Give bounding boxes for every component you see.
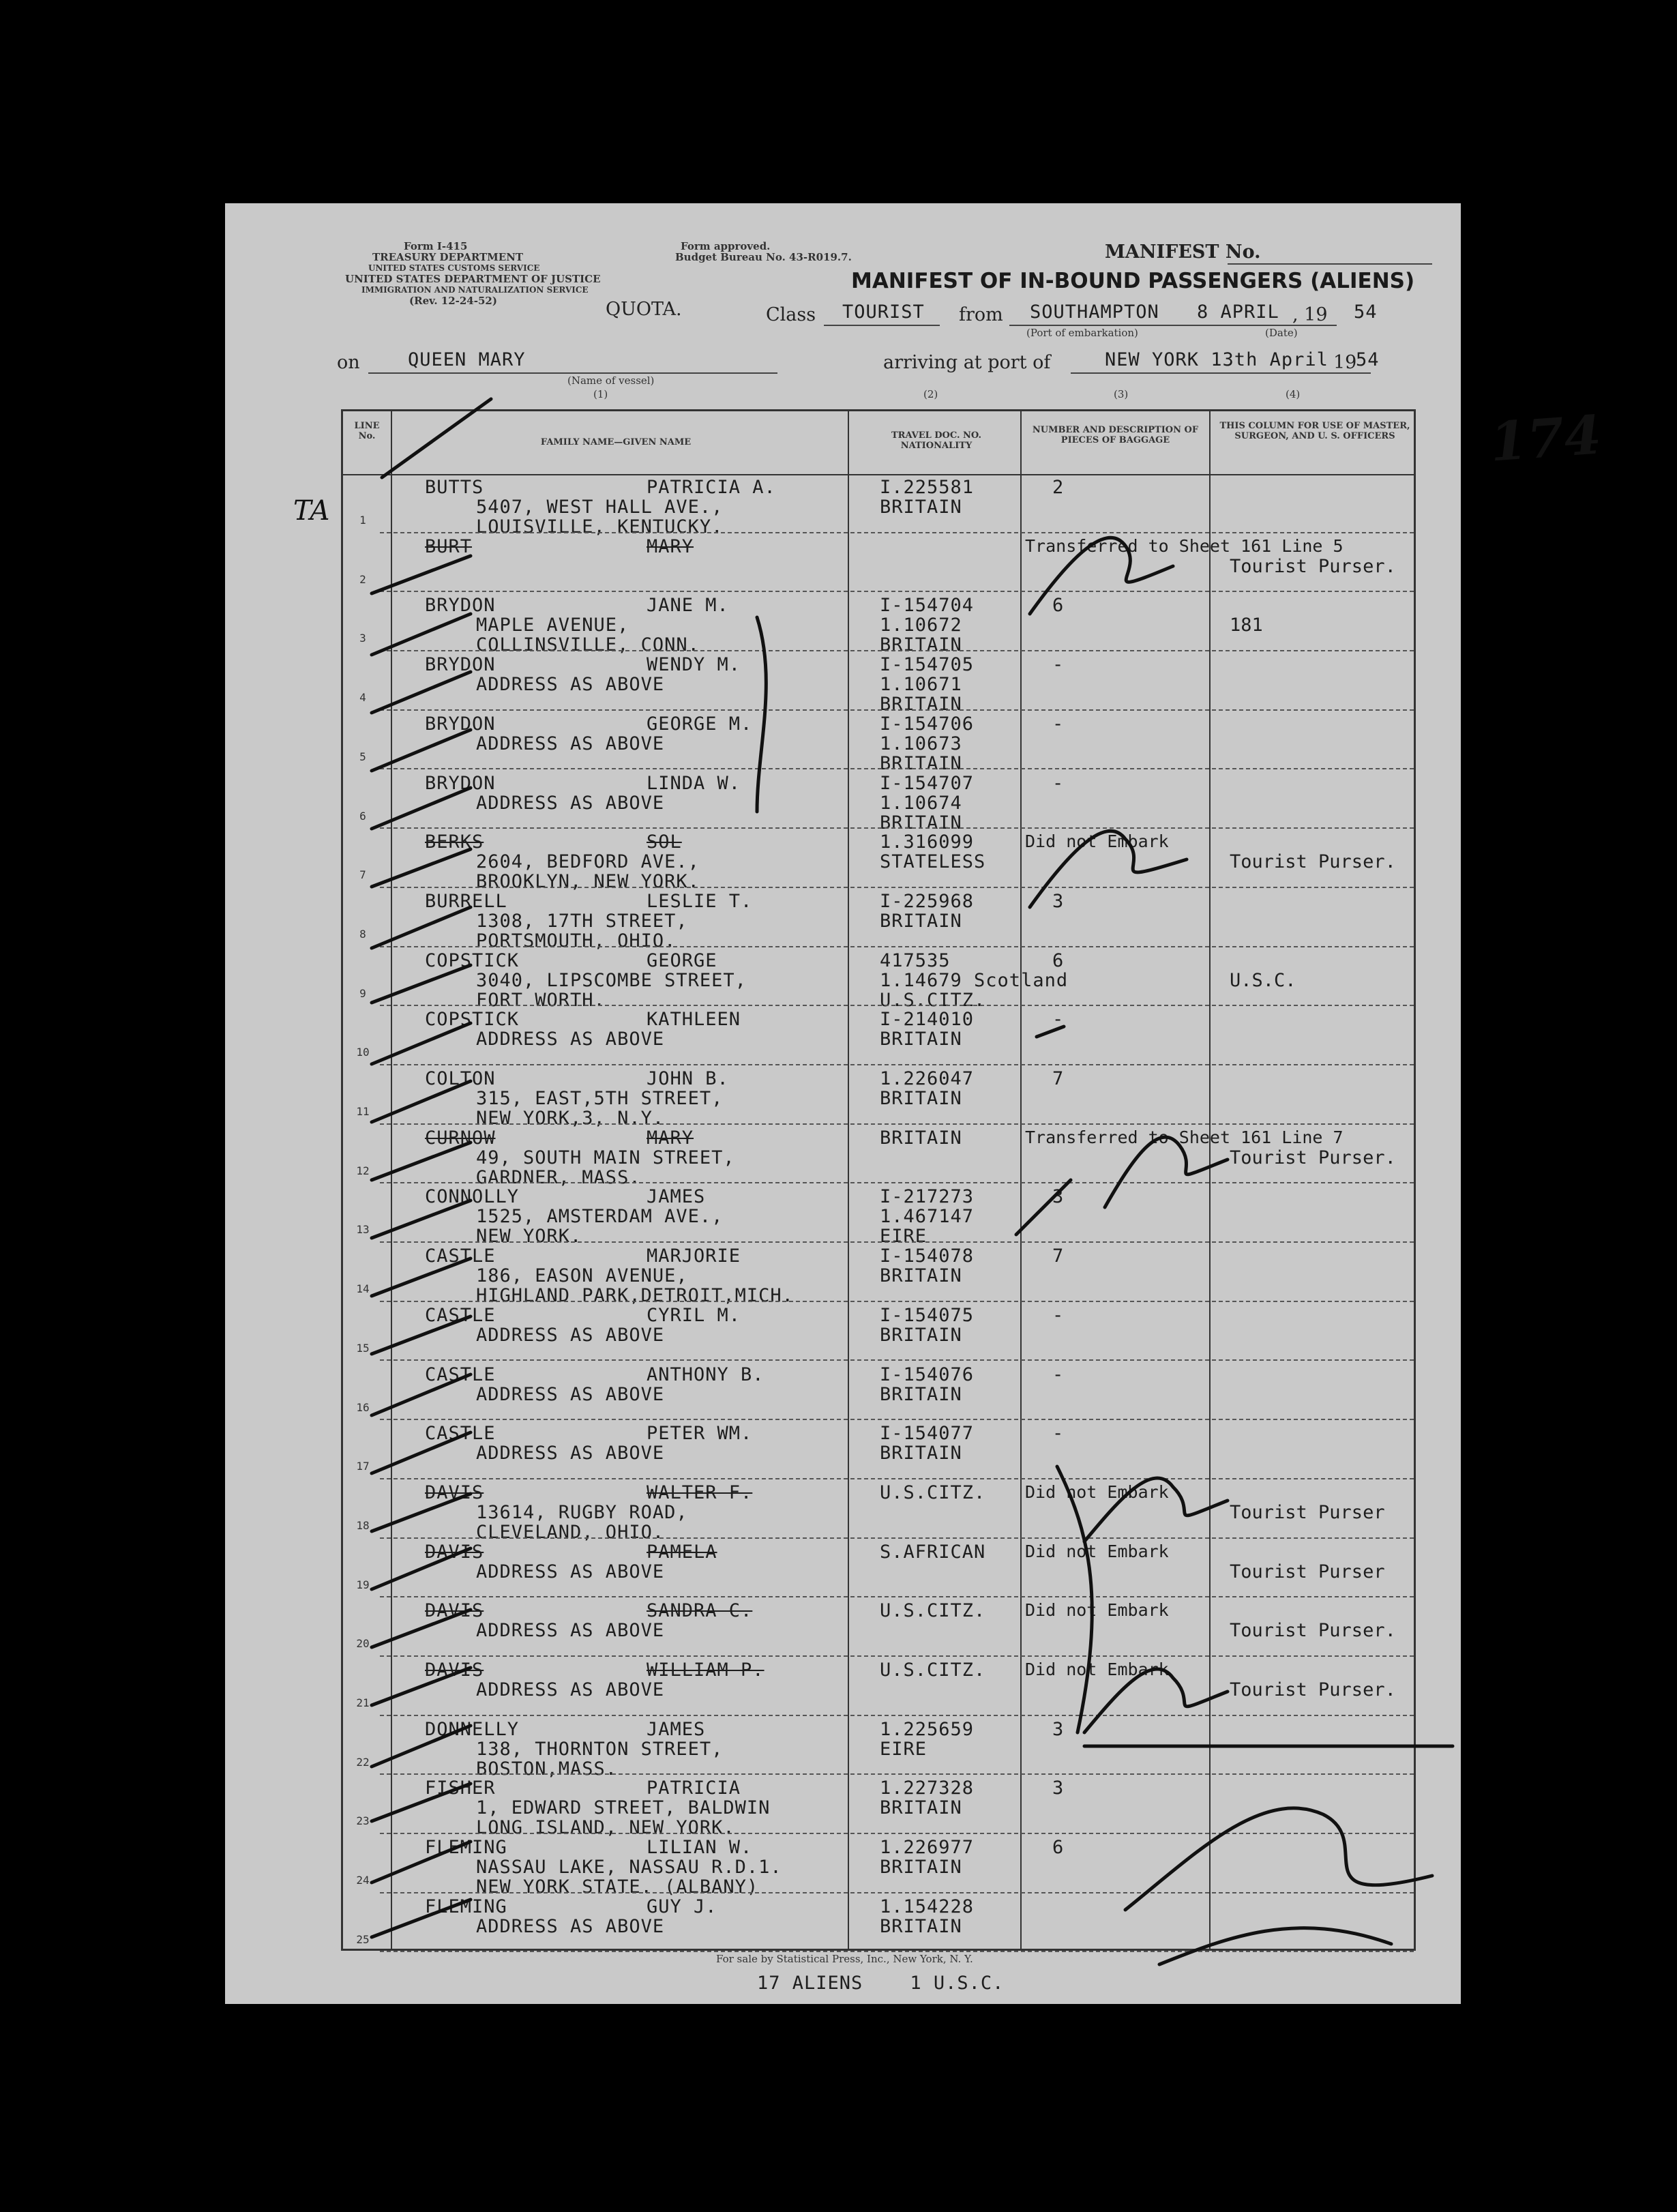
baggage-count: 2 — [1052, 477, 1064, 498]
embarkation-port: SOUTHAMPTON — [1030, 301, 1159, 323]
line-number: 5 — [359, 750, 366, 763]
passenger-surname: BURT — [425, 535, 473, 557]
baggage-count: Did not Embark — [1025, 1541, 1169, 1561]
travel-doc-number: I-154705 — [880, 654, 975, 676]
baggage-count: - — [1052, 654, 1064, 676]
travel-doc-number: 1.316099 — [880, 831, 975, 853]
baggage-count: 7 — [1052, 1068, 1064, 1089]
passenger-given-name: JAMES — [647, 1186, 706, 1208]
passenger-given-name: MARJORIE — [647, 1245, 741, 1267]
officer-remark: Tourist Purser — [1230, 1501, 1385, 1523]
officer-remark: Tourist Purser — [1230, 1561, 1385, 1582]
passenger-given-name: LESLIE T. — [647, 890, 753, 912]
passenger-surname: DAVIS — [425, 1541, 484, 1563]
officer-remark: Tourist Purser. — [1230, 1679, 1396, 1700]
travel-doc-line-2: 1.467147 — [880, 1206, 975, 1228]
col2-caption: (2) — [923, 388, 938, 400]
passenger-given-name: WENDY M. — [647, 654, 741, 676]
passenger-surname: FLEMING — [425, 1837, 507, 1859]
line-number: 6 — [359, 809, 366, 823]
address-line-2: LOUISVILLE, KENTUCKY. — [476, 516, 724, 537]
embarkation-date: 8 APRIL — [1197, 301, 1279, 323]
line-number: 19 — [356, 1578, 370, 1591]
address-line-1: 5407, WEST HALL AVE., — [476, 497, 724, 518]
baggage-count: Transferred to Sheet 161 Line 7 — [1025, 1127, 1344, 1147]
passenger-surname: BURRELL — [425, 890, 507, 912]
col-header-line: LINE No. — [354, 421, 380, 441]
line-number: 2 — [359, 572, 366, 586]
nationality: BRITAIN — [880, 694, 962, 716]
ins-service: IMMIGRATION AND NATURALIZATION SERVICE — [361, 285, 589, 295]
address-line-1: ADDRESS AS ABOVE — [476, 733, 665, 754]
baggage-count: 6 — [1052, 595, 1064, 617]
passenger-surname: DAVIS — [425, 1481, 484, 1503]
travel-doc-number: 1.154228 — [880, 1896, 975, 1917]
nationality: U.S.CITZ. — [880, 989, 986, 1011]
travel-doc-line-2: 1.14679 Scotland — [880, 969, 1069, 991]
passenger-given-name: GEORGE M. — [647, 713, 753, 735]
line-number: 13 — [356, 1223, 370, 1237]
arrival-port: NEW YORK 13th April — [1105, 349, 1329, 370]
travel-doc-number: I-154078 — [880, 1245, 975, 1267]
address-line-1: 186, EASON AVENUE, — [476, 1265, 688, 1287]
baggage-count: 3 — [1052, 1186, 1064, 1208]
class-value: TOURIST — [842, 301, 925, 323]
passenger-given-name: JAMES — [647, 1718, 706, 1740]
baggage-count: - — [1052, 1304, 1064, 1326]
line-number: 10 — [356, 1046, 370, 1059]
passenger-surname: CASTLE — [425, 1304, 496, 1326]
travel-doc-line-2: BRITAIN — [880, 1088, 962, 1109]
passenger-given-name: WALTER F. — [647, 1481, 753, 1503]
travel-doc-number: U.S.CITZ. — [880, 1660, 986, 1681]
arrival-year-prefix: 19 — [1333, 352, 1357, 373]
revision: (Rev. 12-24-52) — [409, 295, 497, 307]
line-number: 23 — [356, 1814, 370, 1828]
passenger-surname: BRYDON — [425, 654, 496, 676]
travel-doc-line-2: STATELESS — [880, 851, 986, 873]
baggage-count: 3 — [1052, 1778, 1064, 1799]
travel-doc-line-2: 1.10674 — [880, 792, 962, 814]
travel-doc-number: 1.226977 — [880, 1837, 975, 1859]
passenger-surname: COPSTICK — [425, 949, 520, 971]
passenger-given-name: PETER WM. — [647, 1423, 753, 1445]
travel-doc-line-2: BRITAIN — [880, 1857, 962, 1878]
travel-doc-number: I-154706 — [880, 713, 975, 735]
passenger-given-name: MARY — [647, 535, 694, 557]
travel-doc-number: 1.226047 — [880, 1068, 975, 1089]
nationality: EIRE — [880, 1226, 927, 1248]
travel-doc-number: BRITAIN — [880, 1127, 962, 1149]
baggage-count: 6 — [1052, 949, 1064, 971]
travel-doc-number: I-154077 — [880, 1423, 975, 1445]
travel-doc-line-2: BRITAIN — [880, 1265, 962, 1287]
baggage-count: 3 — [1052, 890, 1064, 912]
baggage-count: Did not Embark — [1025, 1481, 1169, 1502]
passenger-given-name: GEORGE — [647, 949, 717, 971]
from-label: from — [959, 304, 1003, 325]
line-number: 4 — [359, 691, 366, 705]
on-label: on — [337, 352, 360, 373]
travel-doc-line-2: 1.10673 — [880, 733, 962, 754]
address-line-1: 315, EAST,5TH STREET, — [476, 1088, 724, 1109]
arriving-label: arriving at port of — [883, 352, 1051, 373]
line-number: 17 — [356, 1460, 370, 1473]
treasury-dept: TREASURY DEPARTMENT — [372, 251, 524, 263]
vessel-caption: (Name of vessel) — [567, 374, 655, 387]
manifest-no-label: MANIFEST No. — [1105, 241, 1261, 263]
passenger-given-name: JANE M. — [647, 595, 729, 617]
officer-remark: Tourist Purser. — [1230, 851, 1396, 873]
travel-doc-line-2: BRITAIN — [880, 1324, 962, 1346]
address-line-2: COLLINSVILLE, CONN. — [476, 634, 700, 656]
travel-doc-number: I.225581 — [880, 477, 975, 498]
passenger-surname: CASTLE — [425, 1423, 496, 1445]
address-line-2: BOSTON,MASS. — [476, 1758, 618, 1780]
passenger-surname: CASTLE — [425, 1363, 496, 1385]
travel-doc-number: U.S.CITZ. — [880, 1600, 986, 1622]
col3-caption: (3) — [1114, 388, 1129, 400]
address-line-1: 1525, AMSTERDAM AVE., — [476, 1206, 724, 1228]
travel-doc-line-2: BRITAIN — [880, 1383, 962, 1405]
passenger-given-name: LILIAN W. — [647, 1837, 753, 1859]
date-caption: (Date) — [1265, 327, 1298, 339]
address-line-1: 1308, 17TH STREET, — [476, 910, 688, 932]
line-number: 21 — [356, 1696, 370, 1709]
passenger-surname: BRYDON — [425, 595, 496, 617]
passenger-surname: BRYDON — [425, 713, 496, 735]
passenger-given-name: MARY — [647, 1127, 694, 1149]
baggage-count: - — [1052, 1423, 1064, 1445]
travel-doc-number: 1.227328 — [880, 1778, 975, 1799]
passenger-given-name: PATRICIA — [647, 1778, 741, 1799]
form-number: Form I-415 — [404, 240, 468, 252]
travel-doc-line-2: EIRE — [880, 1738, 927, 1760]
baggage-count: Transferred to Sheet 161 Line 5 — [1025, 535, 1344, 556]
passenger-given-name: CYRIL M. — [647, 1304, 741, 1326]
budget-bureau: Budget Bureau No. 43-R019.7. — [675, 251, 852, 263]
manifest-title: MANIFEST OF IN-BOUND PASSENGERS (ALIENS) — [851, 269, 1415, 293]
address-line-1: ADDRESS AS ABOVE — [476, 1324, 665, 1346]
passenger-surname: COPSTICK — [425, 1009, 520, 1031]
vessel-name: QUEEN MARY — [408, 349, 526, 370]
travel-doc-line-2: BRITAIN — [880, 910, 962, 932]
travel-doc-line-2: BRITAIN — [880, 1915, 962, 1937]
line-number: 16 — [356, 1400, 370, 1414]
line-number: 12 — [356, 1164, 370, 1177]
line-number: 20 — [356, 1637, 370, 1651]
line-number: 24 — [356, 1874, 370, 1887]
passenger-surname: BUTTS — [425, 477, 484, 498]
line-number: 11 — [356, 1105, 370, 1118]
address-line-1: NASSAU LAKE, NASSAU R.D.1. — [476, 1857, 782, 1878]
officer-remark: U.S.C. — [1230, 969, 1296, 991]
passenger-surname: FLEMING — [425, 1896, 507, 1917]
officer-remark: 181 — [1230, 615, 1263, 636]
line-number: 25 — [356, 1932, 370, 1946]
passenger-surname: CASTLE — [425, 1245, 496, 1267]
passenger-surname: BRYDON — [425, 772, 496, 794]
passenger-given-name: ANTHONY B. — [647, 1363, 765, 1385]
address-line-1: ADDRESS AS ABOVE — [476, 792, 665, 814]
col4-caption: (4) — [1286, 388, 1301, 400]
travel-doc-line-2: BRITAIN — [880, 1443, 962, 1464]
baggage-count: - — [1052, 1363, 1064, 1385]
passenger-given-name: KATHLEEN — [647, 1009, 741, 1031]
address-line-2: NEW YORK,3, N.Y. — [476, 1108, 665, 1129]
line-number: 14 — [356, 1282, 370, 1296]
line-number: 3 — [359, 632, 366, 645]
address-line-1: ADDRESS AS ABOVE — [476, 1443, 665, 1464]
travel-doc-number: S.AFRICAN — [880, 1541, 986, 1563]
quota-label: QUOTA. — [606, 299, 682, 320]
address-line-2: LONG ISLAND, NEW YORK. — [476, 1817, 735, 1839]
passenger-given-name: PATRICIA A. — [647, 477, 776, 498]
travel-doc-number: I-217273 — [880, 1186, 975, 1208]
address-line-2: FORT WORTH. — [476, 989, 606, 1011]
line-number: 7 — [359, 868, 366, 882]
baggage-count: 3 — [1052, 1718, 1064, 1740]
customs-service: UNITED STATES CUSTOMS SERVICE — [368, 263, 540, 273]
officer-remark: Tourist Purser. — [1230, 555, 1396, 577]
printer-credit: For sale by Statistical Press, Inc., New York, N. Y. — [716, 1953, 973, 1965]
line-number: 9 — [359, 986, 366, 1000]
passenger-given-name: SOL — [647, 831, 682, 853]
passenger-surname: FISHER — [425, 1778, 496, 1799]
address-line-1: 1, EDWARD STREET, BALDWIN — [476, 1797, 771, 1819]
travel-doc-number: I-154704 — [880, 595, 975, 617]
manifest-number-handwritten: 174 — [1488, 404, 1603, 474]
travel-doc-number: 1.225659 — [880, 1718, 975, 1740]
col-header-doc: TRAVEL DOC. NO. NATIONALITY — [891, 430, 982, 451]
address-line-1: 2604, BEDFORD AVE., — [476, 851, 700, 873]
baggage-count: - — [1052, 772, 1064, 794]
address-line-1: 13614, RUGBY ROAD, — [476, 1501, 688, 1523]
totals-line: 17 ALIENS 1 U.S.C. — [757, 1973, 1005, 1994]
embarkation-year: 54 — [1354, 301, 1378, 323]
year-prefix: , 19 — [1292, 304, 1328, 325]
margin-note-ta: TA — [293, 495, 330, 527]
line-number: 1 — [359, 514, 366, 527]
baggage-count: Did not Embark — [1025, 1600, 1169, 1621]
travel-doc-number: I-154075 — [880, 1304, 975, 1326]
address-line-2: NEW YORK. — [476, 1226, 582, 1248]
address-line-1: ADDRESS AS ABOVE — [476, 674, 665, 696]
travel-doc-number: I-214010 — [880, 1009, 975, 1031]
travel-doc-line-2: BRITAIN — [880, 1797, 962, 1819]
col-header-name: FAMILY NAME—GIVEN NAME — [540, 437, 692, 447]
address-line-2: BROOKLYN, NEW YORK. — [476, 871, 700, 893]
address-line-2: PORTSMOUTH, OHIO. — [476, 930, 677, 952]
passenger-given-name: WILLIAM P. — [647, 1660, 765, 1681]
nationality: BRITAIN — [880, 634, 962, 656]
address-line-2: HIGHLAND PARK,DETROIT,MICH. — [476, 1285, 794, 1307]
line-number: 18 — [356, 1518, 370, 1532]
col1-caption: (1) — [593, 388, 608, 400]
address-line-1: MAPLE AVENUE, — [476, 615, 629, 636]
officer-remark: Tourist Purser. — [1230, 1620, 1396, 1642]
address-line-1: 3040, LIPSCOMBE STREET, — [476, 969, 747, 991]
passenger-surname: DAVIS — [425, 1600, 484, 1622]
travel-doc-number: I-154076 — [880, 1363, 975, 1385]
passenger-given-name: PAMELA — [647, 1541, 717, 1563]
address-line-2: CLEVELAND, OHIO. — [476, 1521, 665, 1543]
port-caption: (Port of embarkation) — [1026, 327, 1138, 339]
line-number: 8 — [359, 927, 366, 941]
baggage-count: Did not Embark — [1025, 1660, 1169, 1679]
line-number: 15 — [356, 1341, 370, 1355]
passenger-surname: DAVIS — [425, 1660, 484, 1681]
col-header-baggage: NUMBER AND DESCRIPTION OF PIECES OF BAGGAGE — [1032, 425, 1199, 445]
address-line-1: ADDRESS AS ABOVE — [476, 1383, 665, 1405]
passenger-given-name: SANDRA C. — [647, 1600, 753, 1622]
passenger-surname: BERKS — [425, 831, 484, 853]
passenger-surname: CURNOW — [425, 1127, 496, 1149]
baggage-count: 7 — [1052, 1245, 1064, 1267]
officer-remark: Tourist Purser. — [1230, 1147, 1396, 1168]
baggage-count: - — [1052, 713, 1064, 735]
justice-dept: UNITED STATES DEPARTMENT OF JUSTICE — [345, 273, 601, 285]
travel-doc-number: I-225968 — [880, 890, 975, 912]
travel-doc-line-2: 1.10672 — [880, 615, 962, 636]
address-line-1: 49, SOUTH MAIN STREET, — [476, 1147, 735, 1168]
nationality: BRITAIN — [880, 812, 962, 834]
baggage-count: 6 — [1052, 1837, 1064, 1859]
address-line-1: ADDRESS AS ABOVE — [476, 1679, 665, 1700]
arrival-year: 54 — [1356, 349, 1380, 370]
address-line-2: GARDNER, MASS. — [476, 1166, 641, 1188]
baggage-count: Did not Embark — [1025, 831, 1169, 852]
travel-doc-number: I-154707 — [880, 772, 975, 794]
travel-doc-line-2: 1.10671 — [880, 674, 962, 696]
passenger-given-name: JOHN B. — [647, 1068, 729, 1089]
address-line-2: NEW YORK STATE. (ALBANY) — [476, 1876, 759, 1898]
passenger-surname: COLTON — [425, 1068, 496, 1089]
address-line-1: ADDRESS AS ABOVE — [476, 1915, 665, 1937]
passenger-surname: CONNOLLY — [425, 1186, 520, 1208]
address-line-1: 138, THORNTON STREET, — [476, 1738, 724, 1760]
travel-doc-line-2: BRITAIN — [880, 497, 962, 518]
passenger-given-name: GUY J. — [647, 1896, 717, 1917]
nationality: BRITAIN — [880, 752, 962, 774]
form-approved: Form approved. — [681, 240, 771, 252]
address-line-1: ADDRESS AS ABOVE — [476, 1029, 665, 1050]
travel-doc-number: U.S.CITZ. — [880, 1481, 986, 1503]
class-label: Class — [766, 304, 816, 325]
col-header-officers: THIS COLUMN FOR USE OF MASTER, SURGEON, AND U. S. OFFICERS — [1219, 421, 1410, 441]
passenger-given-name: LINDA W. — [647, 772, 741, 794]
travel-doc-number: 417535 — [880, 949, 951, 971]
address-line-1: ADDRESS AS ABOVE — [476, 1561, 665, 1582]
address-line-1: ADDRESS AS ABOVE — [476, 1620, 665, 1642]
line-number: 22 — [356, 1755, 370, 1769]
baggage-count: - — [1052, 1009, 1064, 1031]
passenger-surname: DONNELLY — [425, 1718, 520, 1740]
travel-doc-line-2: BRITAIN — [880, 1029, 962, 1050]
